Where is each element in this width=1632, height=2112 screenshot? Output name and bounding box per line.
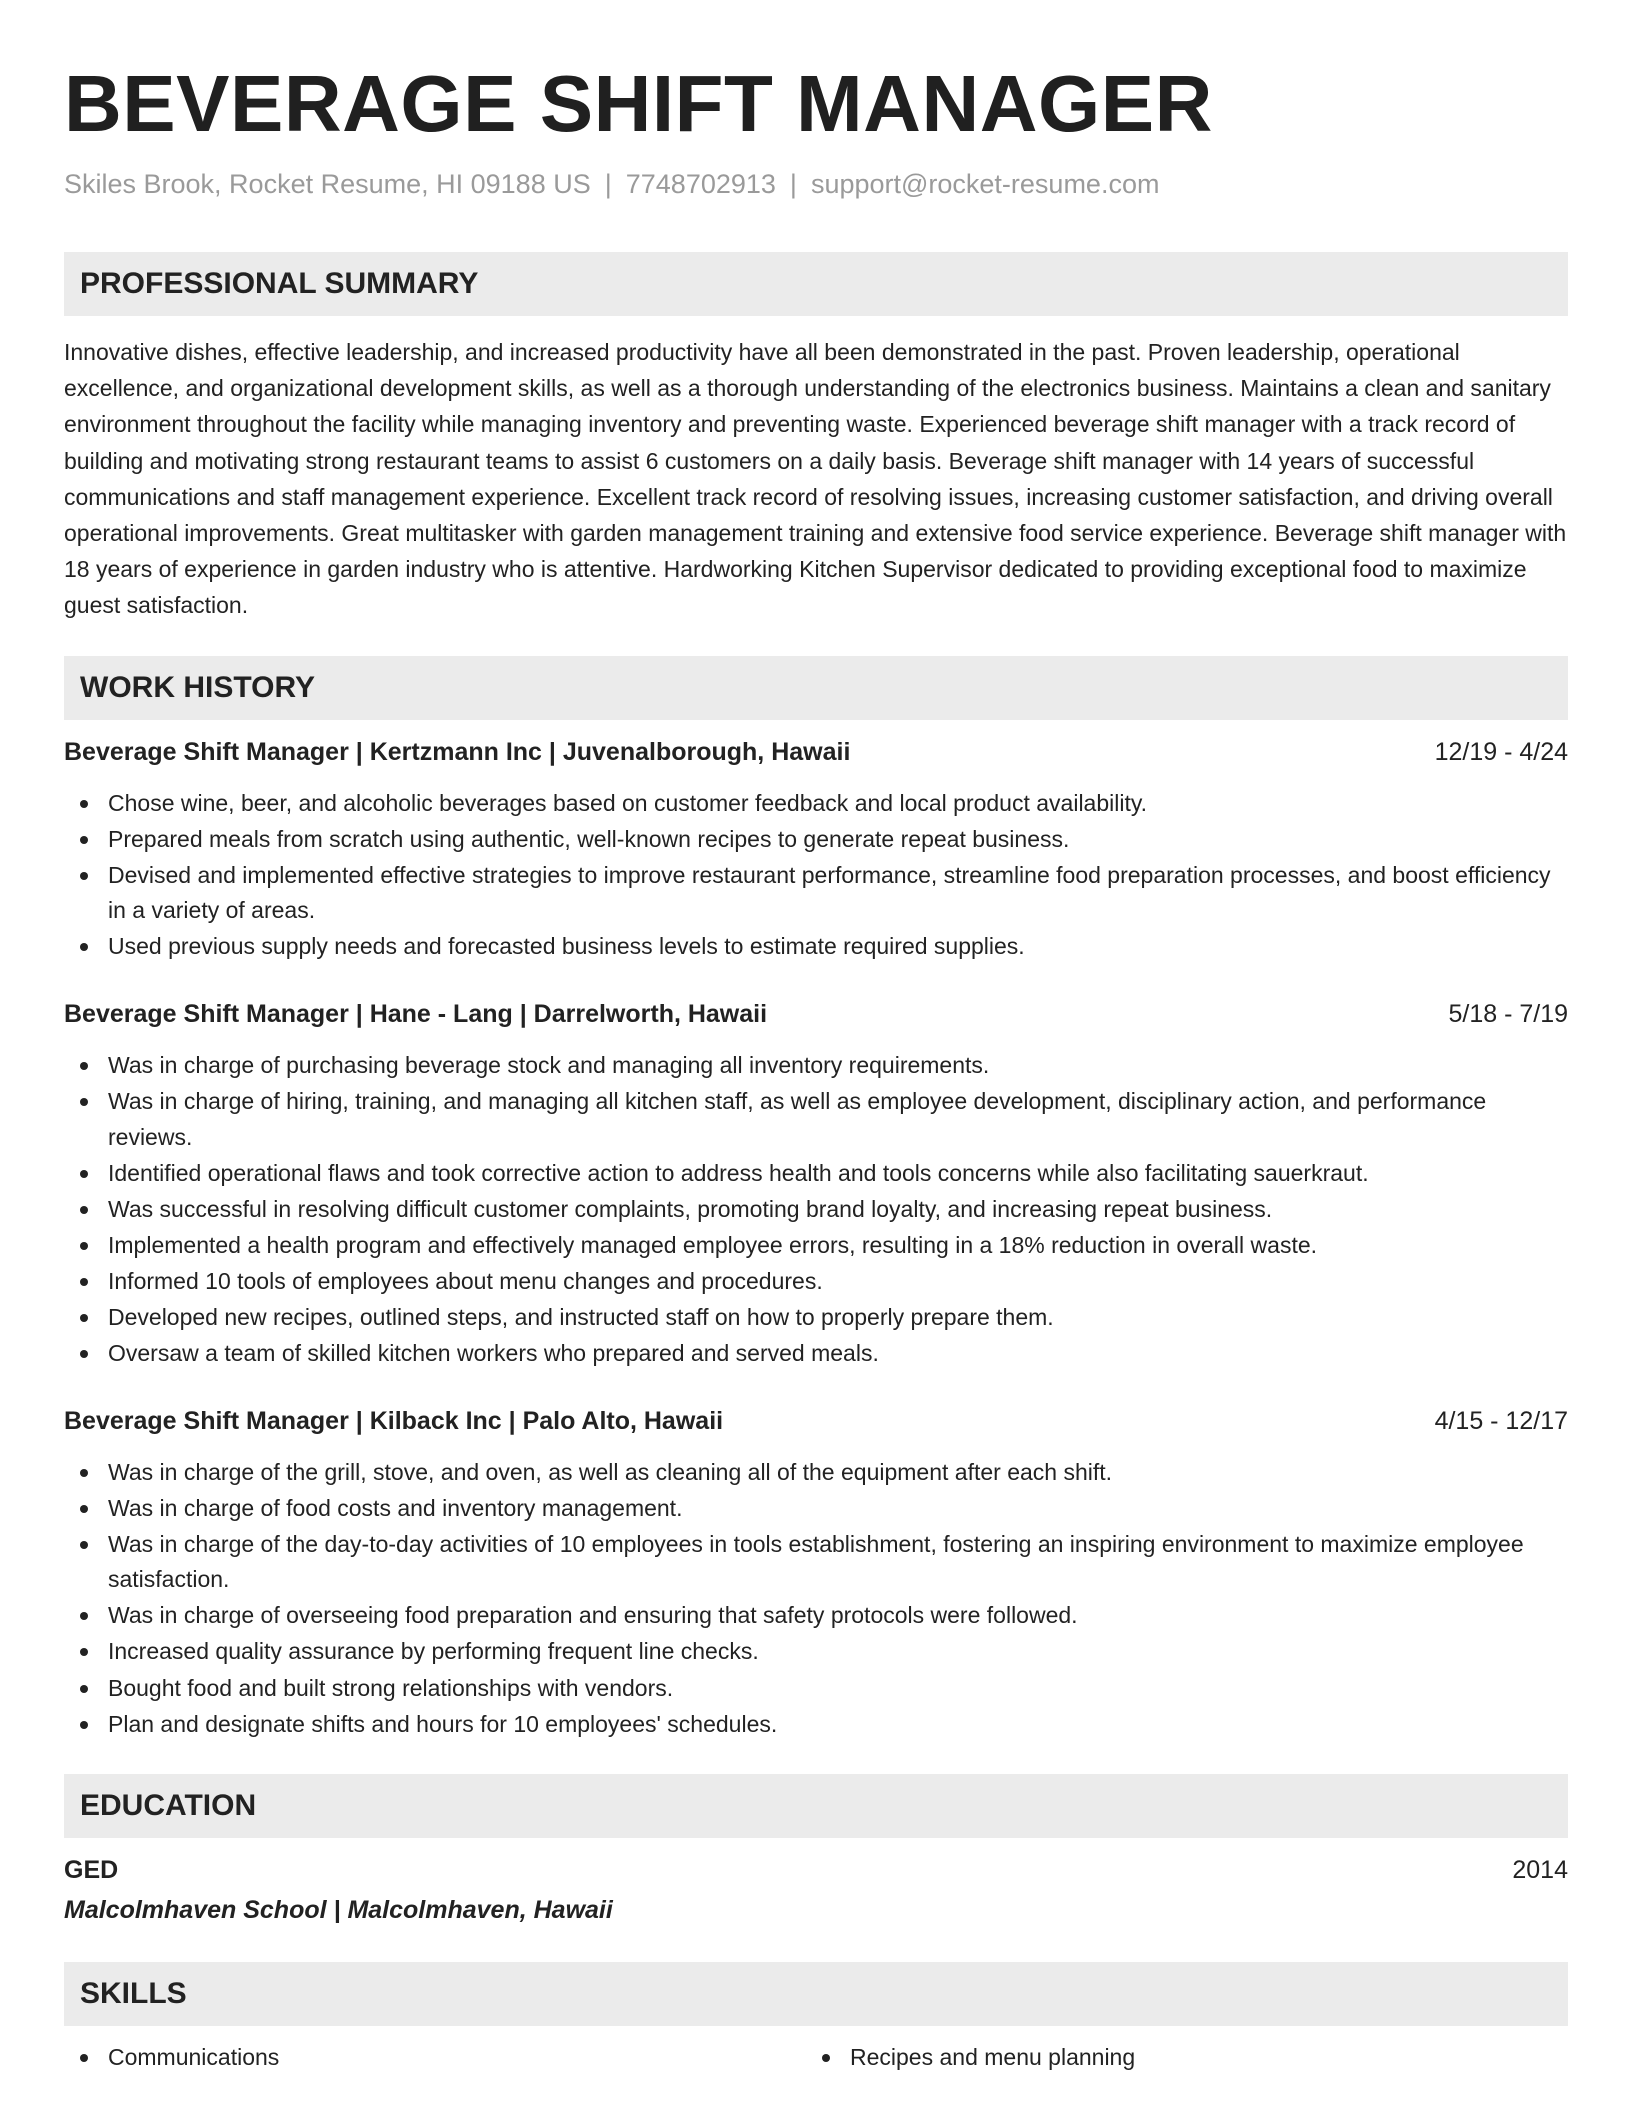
job-bullets <box>64 786 1568 965</box>
job-bullet: Prepared meals from scratch using authentic, well-known recipes to generate repeat business. <box>64 822 1568 858</box>
education-degree: GED <box>64 1856 119 1885</box>
contact-line <box>64 166 1568 202</box>
candidate-name: BEVERAGE SHIFT MANAGER <box>64 59 1213 148</box>
job-bullet: Was in charge of overseeing food preparation and ensuring that safety protocols were followed. <box>64 1598 1568 1634</box>
skills-list <box>64 2040 806 2076</box>
job-bullet: Implemented a health program and effectively managed employee errors, resulting in a 18% reduction in overall waste. <box>64 1228 1568 1264</box>
education-school: Malcolmhaven School | Malcolmhaven, Hawaii <box>64 1896 613 1925</box>
skill-item: Communications <box>64 2040 806 2076</box>
job-bullet: Increased quality assurance by performing frequent line checks. <box>64 1634 1568 1670</box>
job-bullet: Developed new recipes, outlined steps, and instructed staff on how to properly prepare them. <box>64 1300 1568 1336</box>
job-bullet: Devised and implemented effective strategies to improve restaurant performance, streamline food preparation processes, and boost efficiency in a variety of areas. <box>64 858 1568 929</box>
job-bullet: Chose wine, beer, and alcoholic beverages based on customer feedback and local product availability. <box>64 786 1568 822</box>
job-dates: 5/18 - 7/19 <box>1448 999 1568 1028</box>
section-header-education: EDUCATION <box>64 1774 1568 1838</box>
job-bullet: Bought food and built strong relationships with vendors. <box>64 1671 1568 1707</box>
job-entry <box>64 1403 1568 1743</box>
job-title: Beverage Shift Manager | Hane - Lang | Darrelworth, Hawaii <box>64 999 768 1028</box>
section-header-work-history: WORK HISTORY <box>64 656 1568 720</box>
job-header <box>64 1403 1568 1439</box>
job-bullet: Was in charge of food costs and inventory management. <box>64 1491 1568 1527</box>
job-bullet: Informed 10 tools of employees about menu changes and procedures. <box>64 1264 1568 1300</box>
job-title: Beverage Shift Manager | Kilback Inc | Palo Alto, Hawaii <box>64 1406 724 1435</box>
job-bullet: Was in charge of the day-to-day activities of 10 employees in tools establishment, fostering an inspiring environment to maximize employee satisfaction. <box>64 1527 1568 1598</box>
job-bullet: Was in charge of the grill, stove, and oven, as well as cleaning all of the equipment after each shift. <box>64 1455 1568 1491</box>
skill-item: Recipes and menu planning <box>806 2040 1548 2076</box>
resume-page <box>64 52 1568 2076</box>
contact-separator: | <box>789 169 797 199</box>
contact-phone: 7748702913 <box>625 169 776 199</box>
job-header <box>64 734 1568 770</box>
skills-column-right <box>806 2040 1548 2076</box>
job-entry <box>64 734 1568 965</box>
skills-list <box>806 2040 1548 2076</box>
skills-column-left <box>64 2040 806 2076</box>
job-bullet: Was in charge of purchasing beverage stock and managing all inventory requirements. <box>64 1048 1568 1084</box>
section-header-summary: PROFESSIONAL SUMMARY <box>64 252 1568 316</box>
job-dates: 12/19 - 4/24 <box>1434 737 1568 766</box>
job-title: Beverage Shift Manager | Kertzmann Inc | Juvenalborough, Hawaii <box>64 737 851 766</box>
contact-email: support@rocket-resume.com <box>810 169 1160 199</box>
job-bullet: Was in charge of hiring, training, and managing all kitchen staff, as well as employee development, disciplinary action, and performance reviews. <box>64 1084 1568 1155</box>
education-entry <box>64 1852 1568 1928</box>
job-bullet: Used previous supply needs and forecasted business levels to estimate required supplies. <box>64 929 1568 965</box>
education-header <box>64 1852 1568 1888</box>
job-bullet: Identified operational flaws and took corrective action to address health and tools concerns while also facilitating sauerkraut. <box>64 1156 1568 1192</box>
summary-text: Innovative dishes, effective leadership, and increased productivity have all been demonstrated in the past. Proven leadership, operational excellence, and organizational development skills, as well as a thorough understanding of the electronics business. Maintains a clean and sanitary environment throughout the facility while managing inventory and preventing waste. Experienced beverage shift manager with a track record of building and motivating strong restaurant teams to assist 6 customers on a daily basis. Beverage shift manager with 14 years of successful communications and staff management experience. Excellent track record of resolving issues, increasing customer satisfaction, and driving overall operational improvements. Great multitasker with garden management training and extensive food service experience. Beverage shift manager with 18 years of experience in garden industry who is attentive. Hardworking Kitchen Supervisor dedicated to providing exceptional food to maximize guest satisfaction. <box>64 339 1567 619</box>
job-bullet: Plan and designate shifts and hours for 10 employees' schedules. <box>64 1707 1568 1743</box>
job-bullets <box>64 1455 1568 1743</box>
skills-grid <box>64 2040 1568 2076</box>
section-header-skills: SKILLS <box>64 1962 1568 2026</box>
contact-address: Skiles Brook, Rocket Resume, HI 09188 US <box>64 169 591 199</box>
job-bullet: Was successful in resolving difficult customer complaints, promoting brand loyalty, and increasing repeat business. <box>64 1192 1568 1228</box>
education-year: 2014 <box>1512 1856 1568 1885</box>
contact-separator: | <box>604 169 612 199</box>
job-entry <box>64 996 1568 1372</box>
job-bullet: Oversaw a team of skilled kitchen workers who prepared and served meals. <box>64 1336 1568 1372</box>
job-header <box>64 996 1568 1032</box>
job-dates: 4/15 - 12/17 <box>1434 1406 1568 1435</box>
job-bullets <box>64 1048 1568 1372</box>
